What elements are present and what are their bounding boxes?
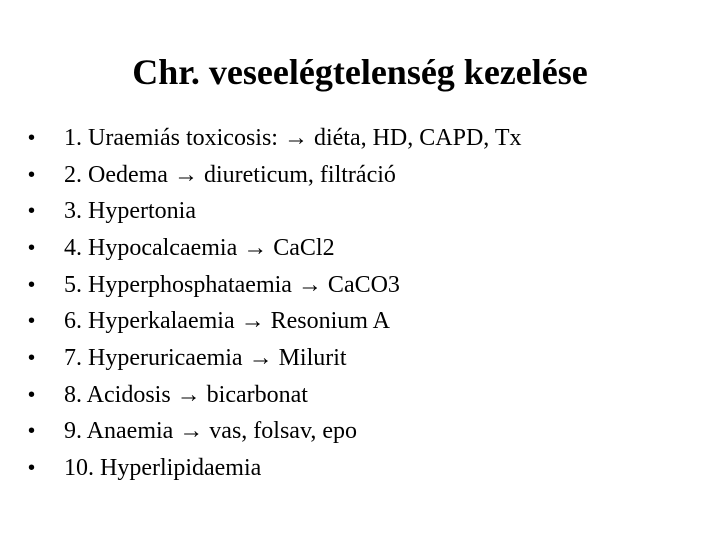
bullet-icon: • [28, 126, 36, 149]
list-item-text: 4. Hypocalcaemia → CaCl2 [64, 234, 335, 261]
list-item [28, 303, 522, 340]
list-item [28, 450, 522, 487]
list-item [28, 120, 522, 157]
list-item-text: 3. Hypertonia [64, 198, 196, 225]
list-item [28, 230, 522, 267]
list-item-text: 8. Acidosis → bicarbonat [64, 381, 308, 408]
bullet-icon: • [28, 420, 36, 443]
slide-title: Chr. veseelégtelenség kezelése [132, 52, 588, 92]
bullet-icon: • [28, 457, 36, 480]
list-item [28, 377, 522, 414]
bullet-icon: • [28, 163, 36, 186]
bullet-icon: • [28, 236, 36, 259]
list-item-text: 5. Hyperphosphataemia → CaCO3 [64, 271, 400, 298]
list-item [28, 414, 522, 451]
bullet-icon: • [28, 346, 36, 369]
list-item-text: 1. Uraemiás toxicosis: → diéta, HD, CAPD, Tx [64, 124, 522, 151]
bullet-icon: • [28, 273, 36, 296]
list-item [28, 193, 522, 230]
bullet-icon: • [28, 200, 36, 223]
bullet-icon: • [28, 383, 36, 406]
list-item [28, 157, 522, 194]
list-item-text: 9. Anaemia → vas, folsav, epo [64, 418, 358, 445]
list-item [28, 340, 522, 377]
list-item-text: 6. Hyperkalaemia → Resonium A [64, 308, 390, 335]
list-item [28, 267, 522, 304]
bullet-list [28, 120, 522, 487]
list-item-text: 10. Hyperlipidaemia [64, 455, 262, 482]
bullet-icon: • [28, 310, 36, 333]
list-item-text: 7. Hyperuricaemia → Milurit [64, 344, 347, 371]
list-item-text: 2. Oedema → diureticum, filtráció [64, 161, 396, 188]
